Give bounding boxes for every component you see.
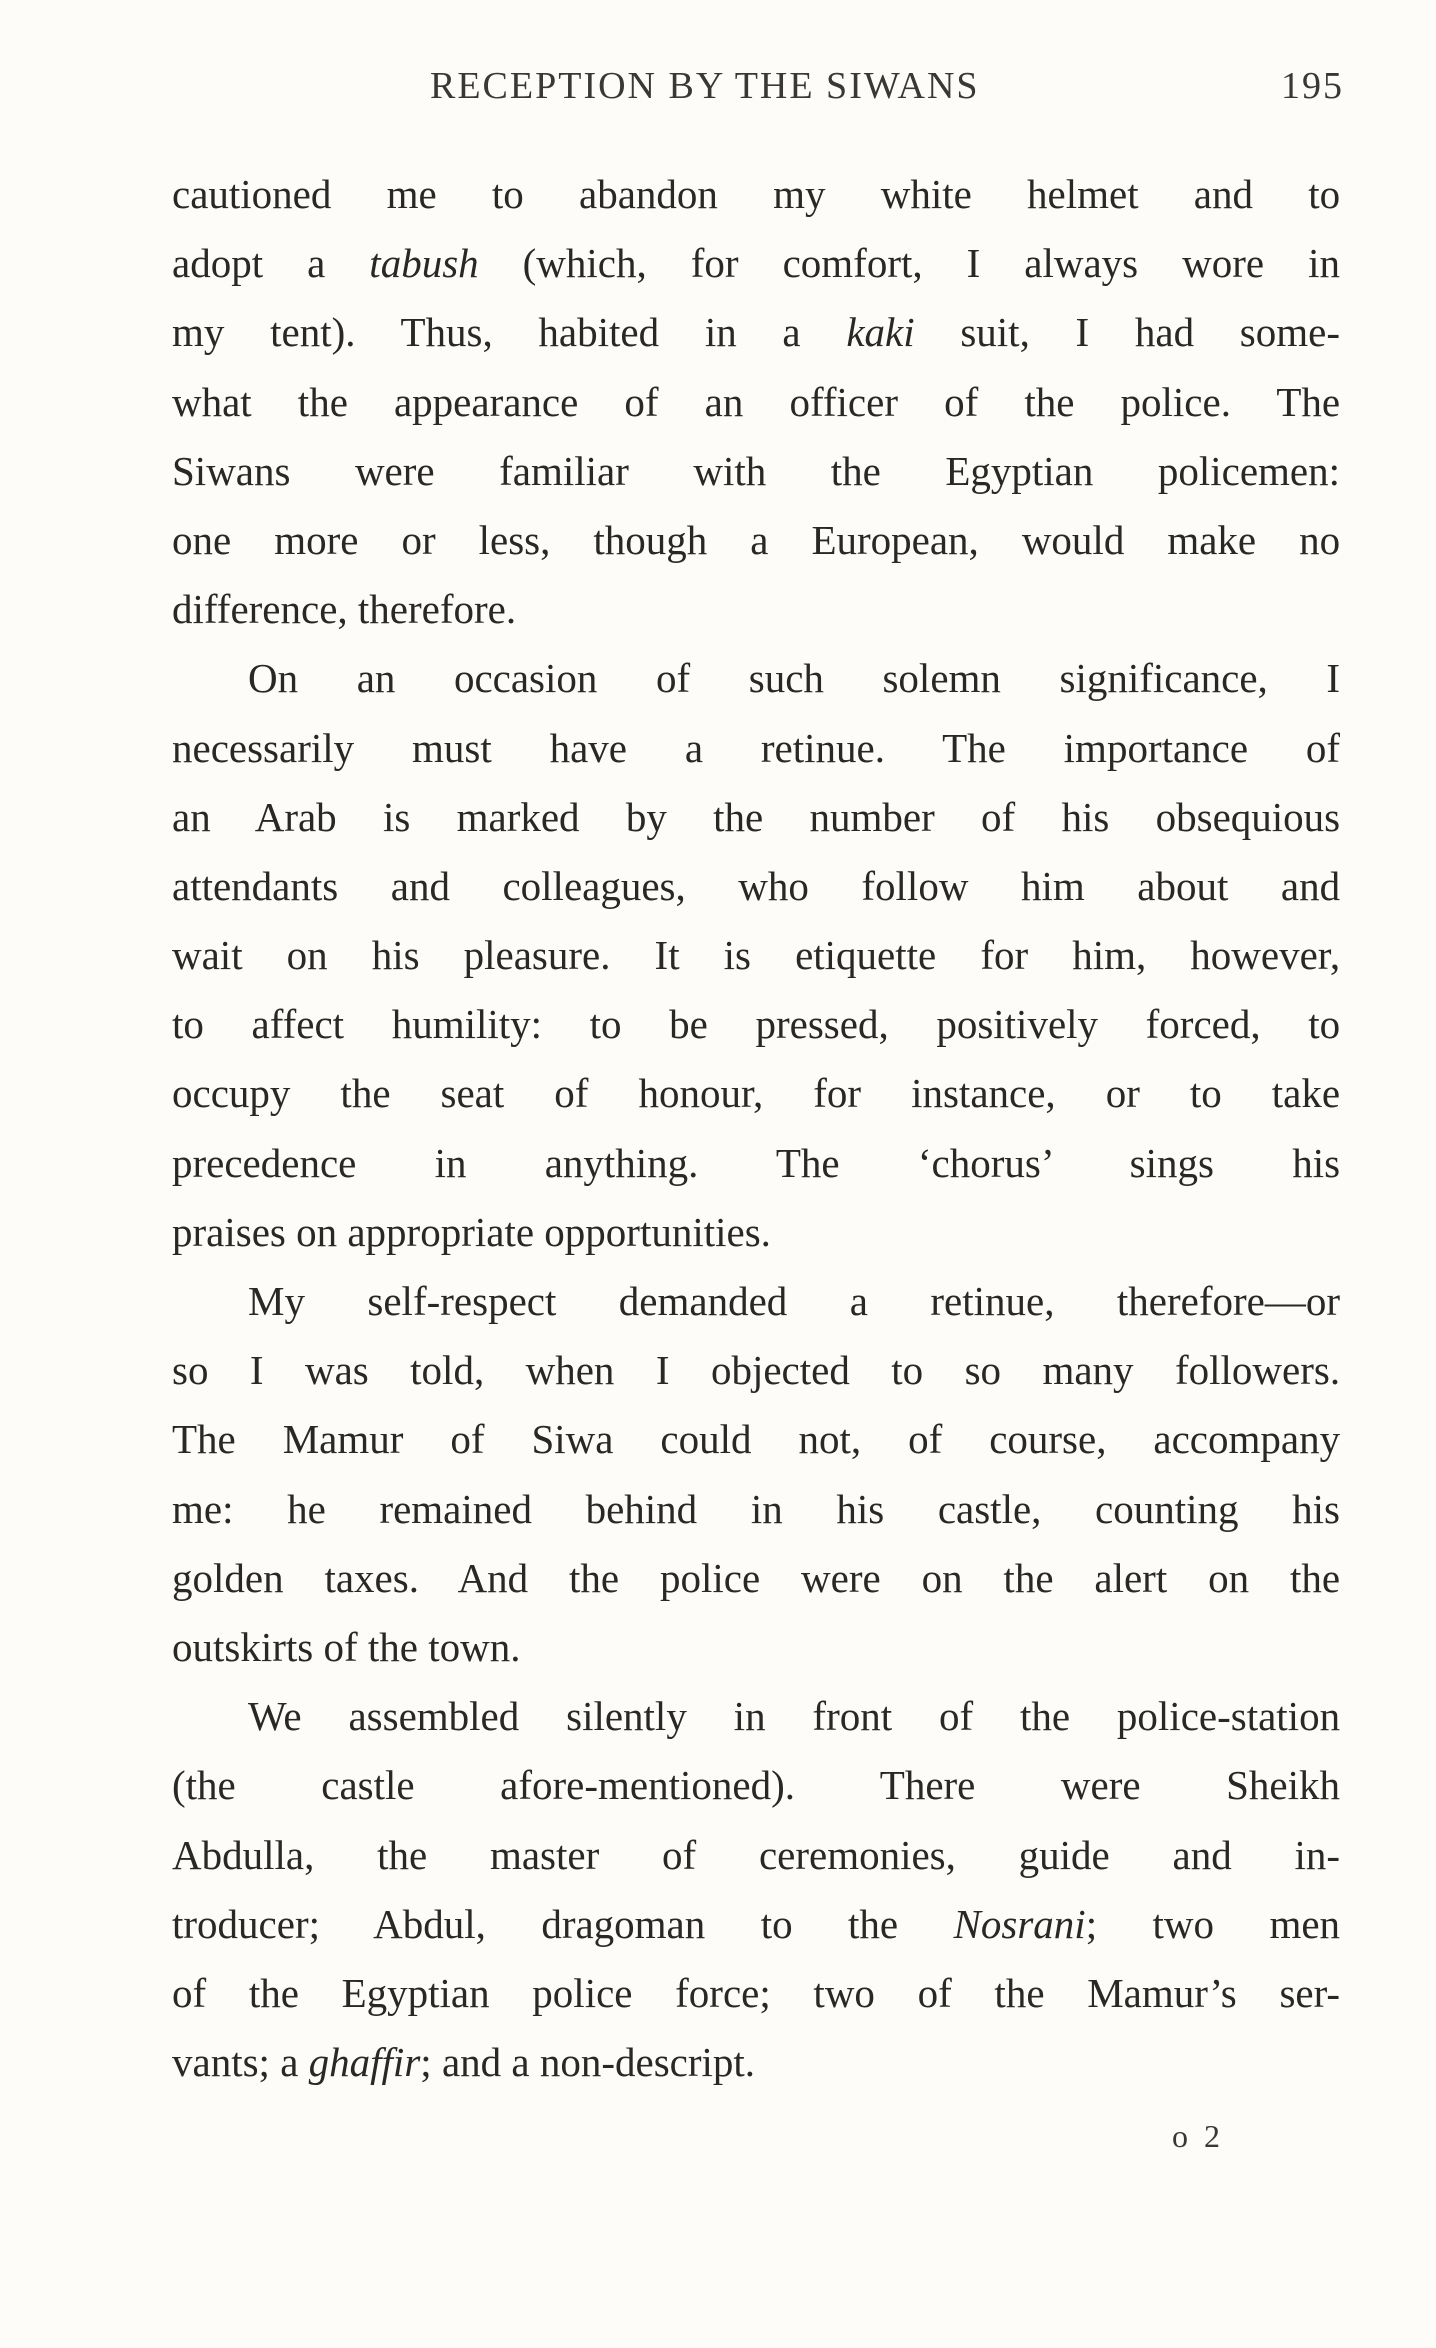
text-line: The Mamur of Siwa could not, of course, accompany xyxy=(172,1416,1340,1463)
text-line: attendants and colleagues, who follow him about and xyxy=(172,862,1340,909)
text-line: My self-respect demanded a retinue, therefore—or xyxy=(248,1278,1340,1324)
text-line: precedence in anything. The ‘chorus’ sings his xyxy=(172,1139,1340,1186)
paragraph xyxy=(172,160,1340,644)
text-line: vants; a ghaffir; and a non-descript. xyxy=(172,2039,756,2086)
text-line: praises on appropriate opportunities. xyxy=(172,1208,771,1255)
text-line: cautioned me to abandon my white helmet and to xyxy=(172,171,1340,217)
text-line: necessarily must have a retinue. The importance of xyxy=(172,724,1340,771)
running-head xyxy=(172,64,1344,120)
text-line: my tent). Thus, habited in a kaki suit, I had some- xyxy=(172,309,1340,356)
text-line: golden taxes. And the police were on the alert on the xyxy=(172,1554,1340,1601)
text-line: Siwans were familiar with the Egyptian policemen: xyxy=(172,447,1340,494)
paragraph xyxy=(172,644,1340,1267)
text-line: occupy the seat of honour, for instance, or to take xyxy=(172,1070,1340,1117)
text-line: to affect humility: to be pressed, positively forced, to xyxy=(172,1001,1340,1048)
page-number: 195 xyxy=(1281,65,1344,107)
running-head-title: RECEPTION BY THE SIWANS xyxy=(430,65,980,107)
text-line: what the appearance of an officer of the police. The xyxy=(172,378,1340,425)
text-line: difference, therefore. xyxy=(172,586,517,633)
body-text xyxy=(172,160,1340,2097)
text-line: wait on his pleasure. It is etiquette for him, however, xyxy=(172,932,1340,979)
paragraph xyxy=(172,1267,1340,1682)
text-line: of the Egyptian police force; two of the Mamur’s ser- xyxy=(172,1969,1340,2016)
text-line: me: he remained behind in his castle, counting his xyxy=(172,1485,1340,1532)
text-line: On an occasion of such solemn significance, I xyxy=(248,655,1340,702)
text-line: so I was told, when I objected to so many followers. xyxy=(172,1347,1340,1394)
text-line: one more or less, though a European, would make no xyxy=(172,516,1340,563)
text-line: Abdulla, the master of ceremonies, guide and in- xyxy=(172,1831,1340,1878)
text-line: We assembled silently in front of the police-station xyxy=(248,1693,1340,1740)
text-line: troducer; Abdul, dragoman to the Nosrani; two men xyxy=(172,1900,1340,1947)
paragraph xyxy=(172,1682,1340,2097)
text-line: an Arab is marked by the number of his obsequious xyxy=(172,793,1340,840)
text-line: (the castle afore-mentioned). There were Sheikh xyxy=(172,1762,1340,1809)
signature-mark: o 2 xyxy=(1172,2118,1224,2154)
text-line: adopt a tabush (which, for comfort, I always wore in xyxy=(172,240,1340,287)
text-line: outskirts of the town. xyxy=(172,1623,521,1670)
